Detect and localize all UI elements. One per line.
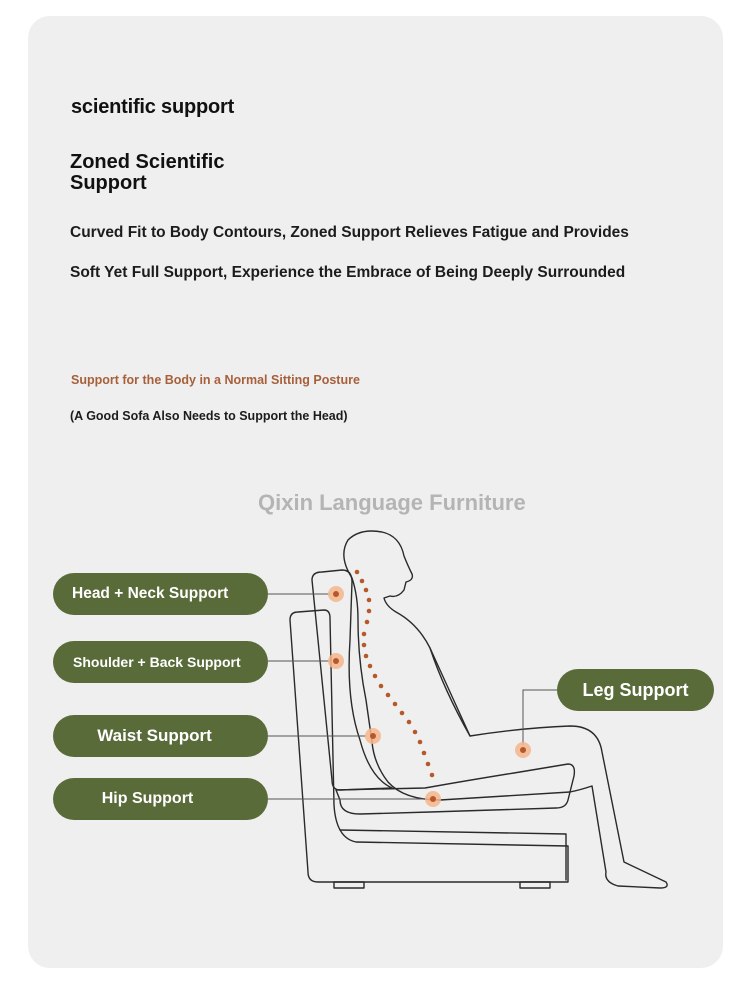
sofa-foot-right — [520, 882, 550, 888]
sofa-seat-cushion — [336, 764, 574, 814]
section-note: (A Good Sofa Also Needs to Support the Head) — [70, 409, 348, 423]
leg-marker — [520, 747, 526, 753]
head-neck-support-label: Head + Neck Support — [53, 573, 268, 615]
page-title: Zoned Scientific Support — [70, 151, 225, 194]
shoulder-back-support-label: Shoulder + Back Support — [53, 641, 268, 683]
hip-support-label: Hip Support — [53, 778, 268, 820]
waist-support-label: Waist Support — [53, 715, 268, 757]
leg-support-label: Leg Support — [557, 669, 714, 711]
sofa-foot-left — [334, 882, 364, 888]
head-marker — [333, 591, 339, 597]
sofa-headrest — [312, 570, 392, 790]
spine-dots — [355, 570, 435, 778]
sofa-base — [340, 830, 566, 880]
section-subtitle: Support for the Body in a Normal Sitting Posture — [71, 373, 360, 387]
shoulder-marker — [333, 658, 339, 664]
waist-marker — [370, 733, 376, 739]
watermark: Qixin Language Furniture — [258, 490, 526, 515]
brand-heading: scientific support — [71, 96, 235, 118]
description-line-2: Soft Yet Full Support, Experience the Embrace of Being Deeply Surrounded — [70, 264, 626, 281]
description-line-1: Curved Fit to Body Contours, Zoned Support Relieves Fatigue and Provides — [70, 224, 629, 241]
hip-marker — [430, 796, 436, 802]
